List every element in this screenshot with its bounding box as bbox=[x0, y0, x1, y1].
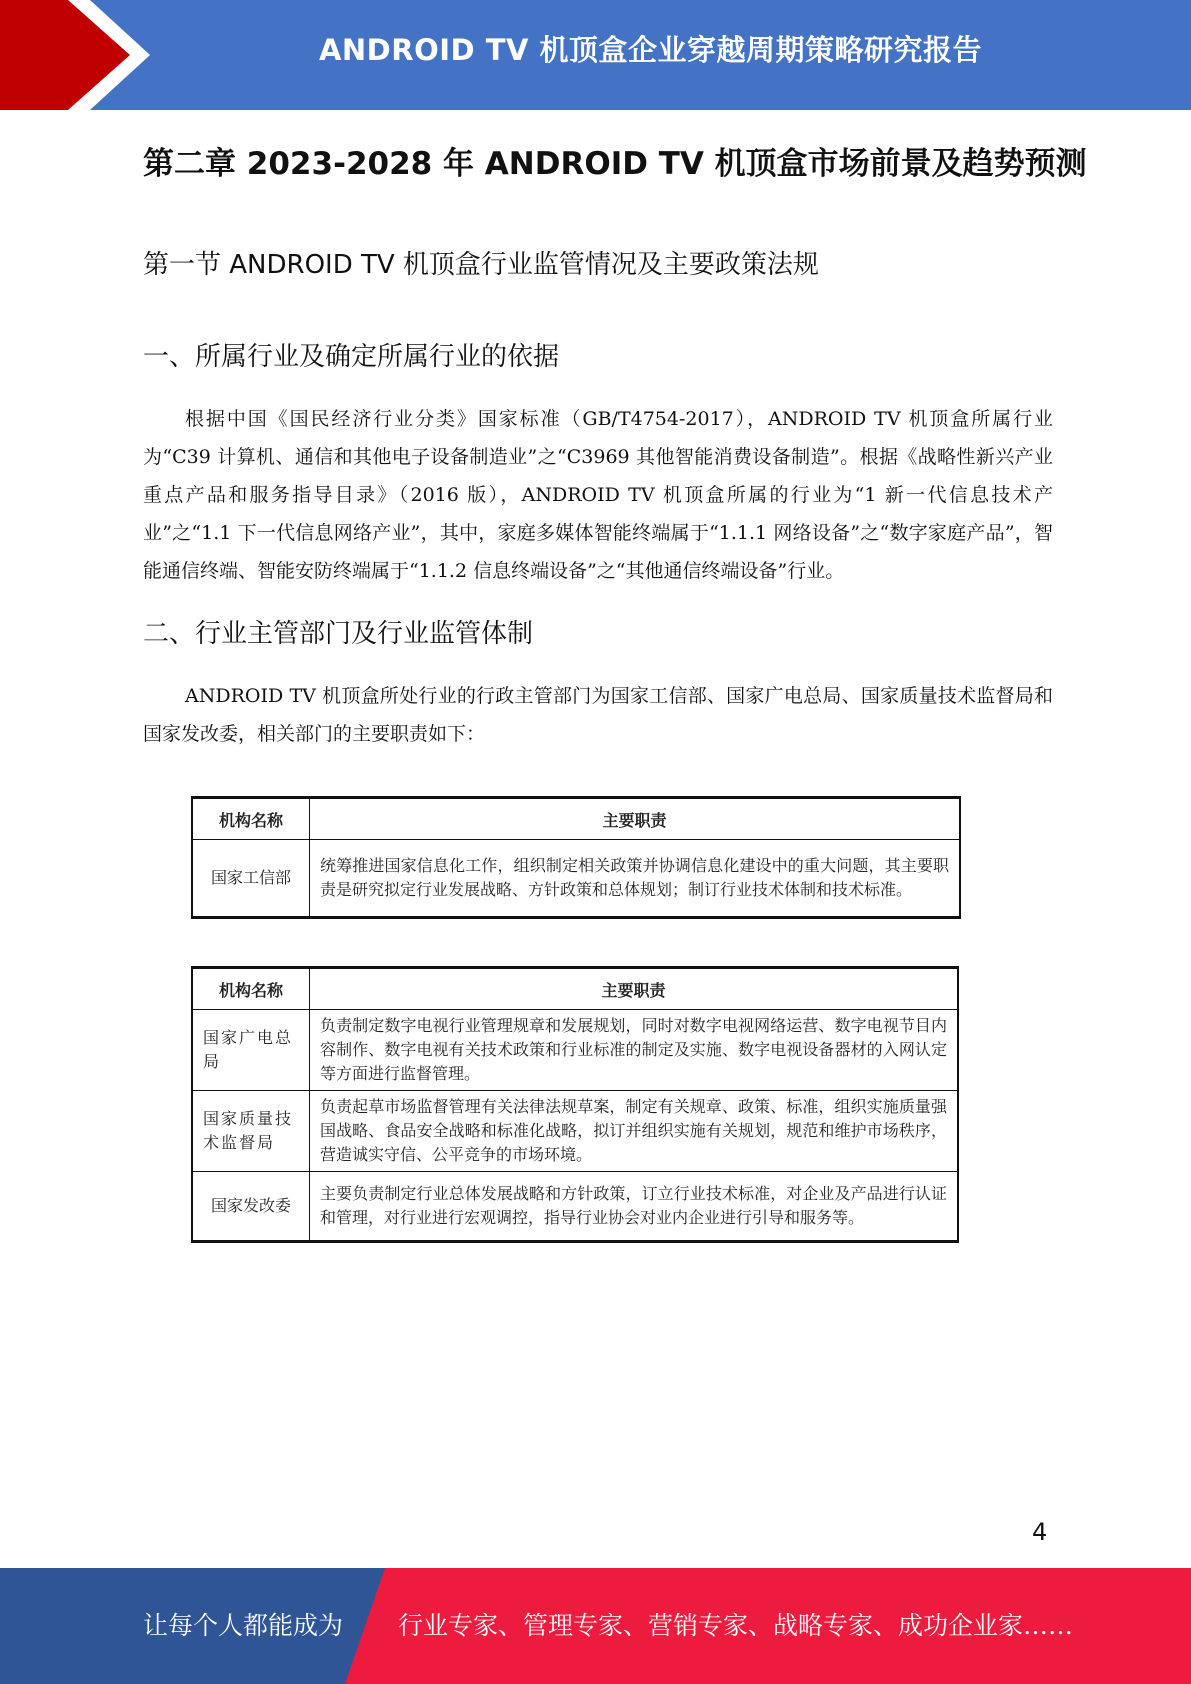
duty-table-2 bbox=[191, 966, 959, 1243]
chapter-title: 第二章 2023-2028 年 ANDROID TV 机顶盒市场前景及趋势预测 bbox=[143, 146, 1087, 182]
part2-paragraph: ANDROID TV 机顶盒所处行业的行政主管部门为国家工信部、国家广电总局、国家质量技术监督局和国家发改委，相关部门的主要职责如下： bbox=[143, 685, 1053, 745]
table-row bbox=[192, 1091, 958, 1172]
table-row bbox=[192, 1010, 958, 1091]
col-org-header: 机构名称 bbox=[192, 968, 310, 1010]
table-header-row bbox=[192, 798, 960, 840]
footer-slogan-right: 行业专家、管理专家、营销专家、战略专家、成功企业家…… bbox=[398, 1611, 1074, 1640]
table-header-row bbox=[192, 968, 958, 1010]
part1-paragraph: 根据中国《国民经济行业分类》国家标准（GB/T4754-2017），ANDROID TV 机顶盒所属行业为“C39 计算机、通信和其他电子设备制造业”之“C3969 其他智能消费设备制造”。根据《战略性新兴产业重点产品和服务指导目录》（2016 版），ANDROID TV 机顶盒所属的行业为“1 新一代信息技术产业”之“1.1 下一代信息网络产业”，其中，家庭多媒体智能终端属于“1.1.1 网络设备”之“数字家庭产品”，智能通信终端、智能安防终端属于“1.1.2 信息终端设备”之“其他通信终端设备”行业。 bbox=[143, 408, 1053, 582]
part2-heading: 二、行业主管部门及行业监管体制 bbox=[143, 619, 534, 649]
part1-heading: 一、所属行业及确定所属行业的依据 bbox=[143, 342, 560, 372]
table-row bbox=[192, 1172, 958, 1242]
col-org-header: 机构名称 bbox=[192, 798, 310, 840]
org-duty: 主要负责制定行业总体发展战略和方针政策，订立行业技术标准，对企业及产品进行认证和管理，对行业进行宏观调控，指导行业协会对业内企业进行引导和服务等。 bbox=[310, 1172, 959, 1242]
org-duty: 负责制定数字电视行业管理规章和发展规划，同时对数字电视网络运营、数字电视节目内容制作、数字电视有关技术政策和行业标准的制定及实施、数字电视设备器材的入网认定等方面进行监督管理。 bbox=[310, 1010, 959, 1091]
org-duty: 负责起草市场监督管理有关法律法规草案，制定有关规章、政策、标准，组织实施质量强国战略、食品安全战略和标准化战略，拟订并组织实施有关规划，规范和维护市场秩序，营造诚实守信、公平竞争的市场环境。 bbox=[310, 1091, 959, 1172]
org-name: 国家质量技术监督局 bbox=[192, 1091, 310, 1172]
org-name: 国家发改委 bbox=[192, 1172, 310, 1242]
page-number: 4 bbox=[1032, 1518, 1048, 1546]
page-header bbox=[0, 0, 1191, 110]
duty-table-1 bbox=[191, 796, 961, 919]
footer-slogan-left: 让每个人都能成为 bbox=[143, 1611, 344, 1640]
org-name: 国家广电总局 bbox=[192, 1010, 310, 1091]
table-row bbox=[192, 840, 960, 918]
col-duty-header: 主要职责 bbox=[310, 798, 961, 840]
page-footer bbox=[0, 1568, 1191, 1684]
org-duty: 统筹推进国家信息化工作，组织制定相关政策并协调信息化建设中的重大问题，其主要职责是研究拟定行业发展战略、方针政策和总体规划；制订行业技术体制和技术标准。 bbox=[310, 840, 961, 918]
section-title: 第一节 ANDROID TV 机顶盒行业监管情况及主要政策法规 bbox=[143, 250, 819, 280]
col-duty-header: 主要职责 bbox=[310, 968, 959, 1010]
report-title: ANDROID TV 机顶盒企业穿越周期策略研究报告 bbox=[318, 33, 983, 67]
org-name: 国家工信部 bbox=[192, 840, 310, 918]
